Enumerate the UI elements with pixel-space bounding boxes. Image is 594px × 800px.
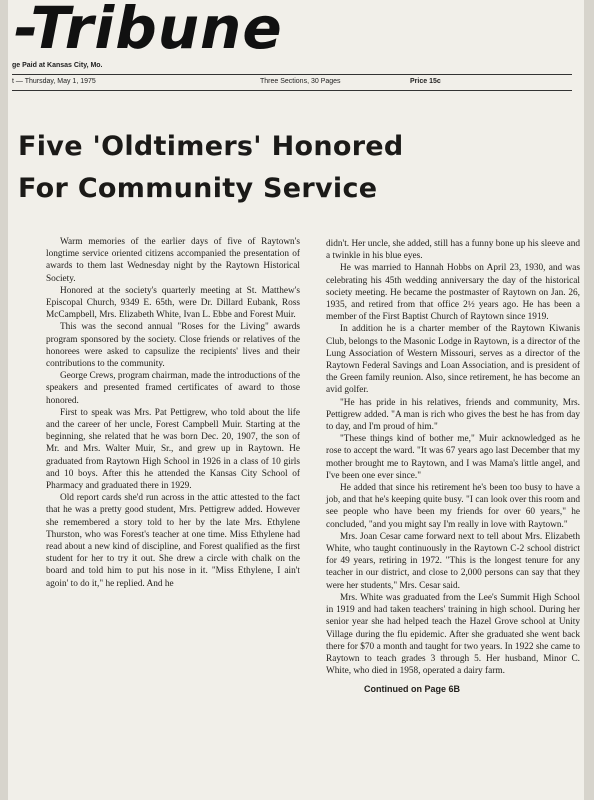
masthead-rule-top [12, 74, 572, 75]
paragraph: "He has pride in his relatives, friends and community, Mrs. Pettigrew added. "A man is rich who gives the best he has from day to day, and I'm proud of him." [326, 397, 580, 433]
continued-on-page: Continued on Page 6B [364, 684, 461, 695]
paragraph: Mrs. White was graduated from the Lee's Summit High School in 1919 and had taken teachers' training in high school. During her senior year she had helped teach the Hazel Grove school at Unity Village during the flu epidemic. After she graduated she went back there for $70 a month and taught for two years. In 1922 she came to Raytown to teach grades 3 through 5. Her husband, Minor C. White, who died in 1958, operated a dairy farm. [326, 592, 580, 677]
paragraph: This was the second annual "Roses for the Living" awards program sponsored by the society. Close friends or relatives of the honorees were asked to capsulize the recipients' lives and their contributions to the community. [46, 322, 300, 370]
article-column-right [326, 238, 580, 696]
paragraph: Warm memories of the earlier days of five of Raytown's longtime service oriented citizens accompanied the presentation of awards to them last Wednesday night by the Raytown Historical Society. [46, 237, 300, 284]
paragraph: First to speak was Mrs. Pat Pettigrew, who told about the life and the career of her uncle, Forest Campbell Muir. Starting at the beginning, she related that he was born Dec. 20, 1907, the son of Mr. and Mrs. Walter Muir, Sr., and grew up in Raytown. He graduated from Raytown High School in 1926 in a class of 10 girls and 10 boys. After this he attended the Kansas City School of Pharmacy and graduated there in 1929. [46, 407, 300, 492]
issue-date: t — Thursday, May 1, 1975 [12, 78, 96, 85]
masthead-title: -Tribune [14, 0, 283, 62]
headline-line-2: For Community Service [18, 173, 378, 204]
postage-line: ge Paid at Kansas City, Mo. [12, 62, 103, 69]
section-count: Three Sections, 30 Pages [260, 78, 341, 85]
price: Price 15c [410, 78, 441, 85]
paragraph: "These things kind of bother me," Muir acknowledged as he rose to accept the ward. "It was 67 years ago last December that my mother brought me to Raytown, and I was Mama's little angel, and I've been one ever since." [326, 434, 580, 481]
article-headline [18, 126, 578, 210]
paragraph: didn't. Her uncle, she added, still has a funny bone up his sleeve and a twinkle in his blue eyes. [326, 239, 580, 262]
paragraph: George Crews, program chairman, made the introductions of the speakers and presented framed certificates of award to those honored. [46, 371, 300, 406]
article-column-left [46, 236, 300, 590]
paragraph: He was married to Hannah Hobbs on April 23, 1930, and was celebrating his 45th wedding anniversary the day of the historical society meeting. He became the postmaster of Raytown on Jan. 26, 1935, and retired from that office 2½ years ago. He has been a member of the First Baptist Church of Raytown since 1919. [326, 263, 580, 323]
paragraph: In addition he is a charter member of the Raytown Kiwanis Club, belongs to the Masonic Lodge in Raytown, is a director of the Lung Association of Western Missouri, serves as a director of the Raytown Federal Savings and Loan Association, and is president of the Green family reunion. Also, since retirement, he has become an avid golfer. [326, 324, 580, 396]
masthead-rule-bottom [12, 90, 572, 91]
headline-line-1: Five 'Oldtimers' Honored [18, 131, 404, 162]
article-body [0, 236, 594, 796]
paragraph: Honored at the society's quarterly meeting at St. Matthew's Episcopal Church, 9349 E. 65th, were Dr. Dillard Eubank, Ross McCampbell, Mrs. Elizabeth White, Ivan L. Ebbe and Forest Muir. [46, 285, 300, 321]
paragraph: He added that since his retirement he's been too busy to have a job, and that he's keeping quite busy. "I can look over this room and see people who have been my friends for over 60 years," he concluded, "and you might say I'm really in love with Raytown." [326, 483, 580, 530]
masthead [8, 0, 584, 110]
paragraph: Mrs. Joan Cesar came forward next to tell about Mrs. Elizabeth White, who taught continuously in the Raytown C-2 school district for 49 years, retiring in 1972. "This is the longest tenure for any teacher in our district, and close to 2,000 persons can say that they were her students," Mrs. Cesar said. [326, 531, 580, 591]
paragraph: Old report cards she'd run across in the attic attested to the fact that he was a pretty good student, Mrs. Pettigrew added. However she remembered a story told to her by the late Mrs. Ethylene Thurston, who was Forest's teacher at one time. Miss Ethylene had read about a new kind of discipline, and Forest qualified as the first student for her to try it out. She drew a circle with chalk on the board and told him to put his nose in it. "Miss Ethylene, I ain't agoin' to do it," he replied. And he [46, 493, 300, 589]
